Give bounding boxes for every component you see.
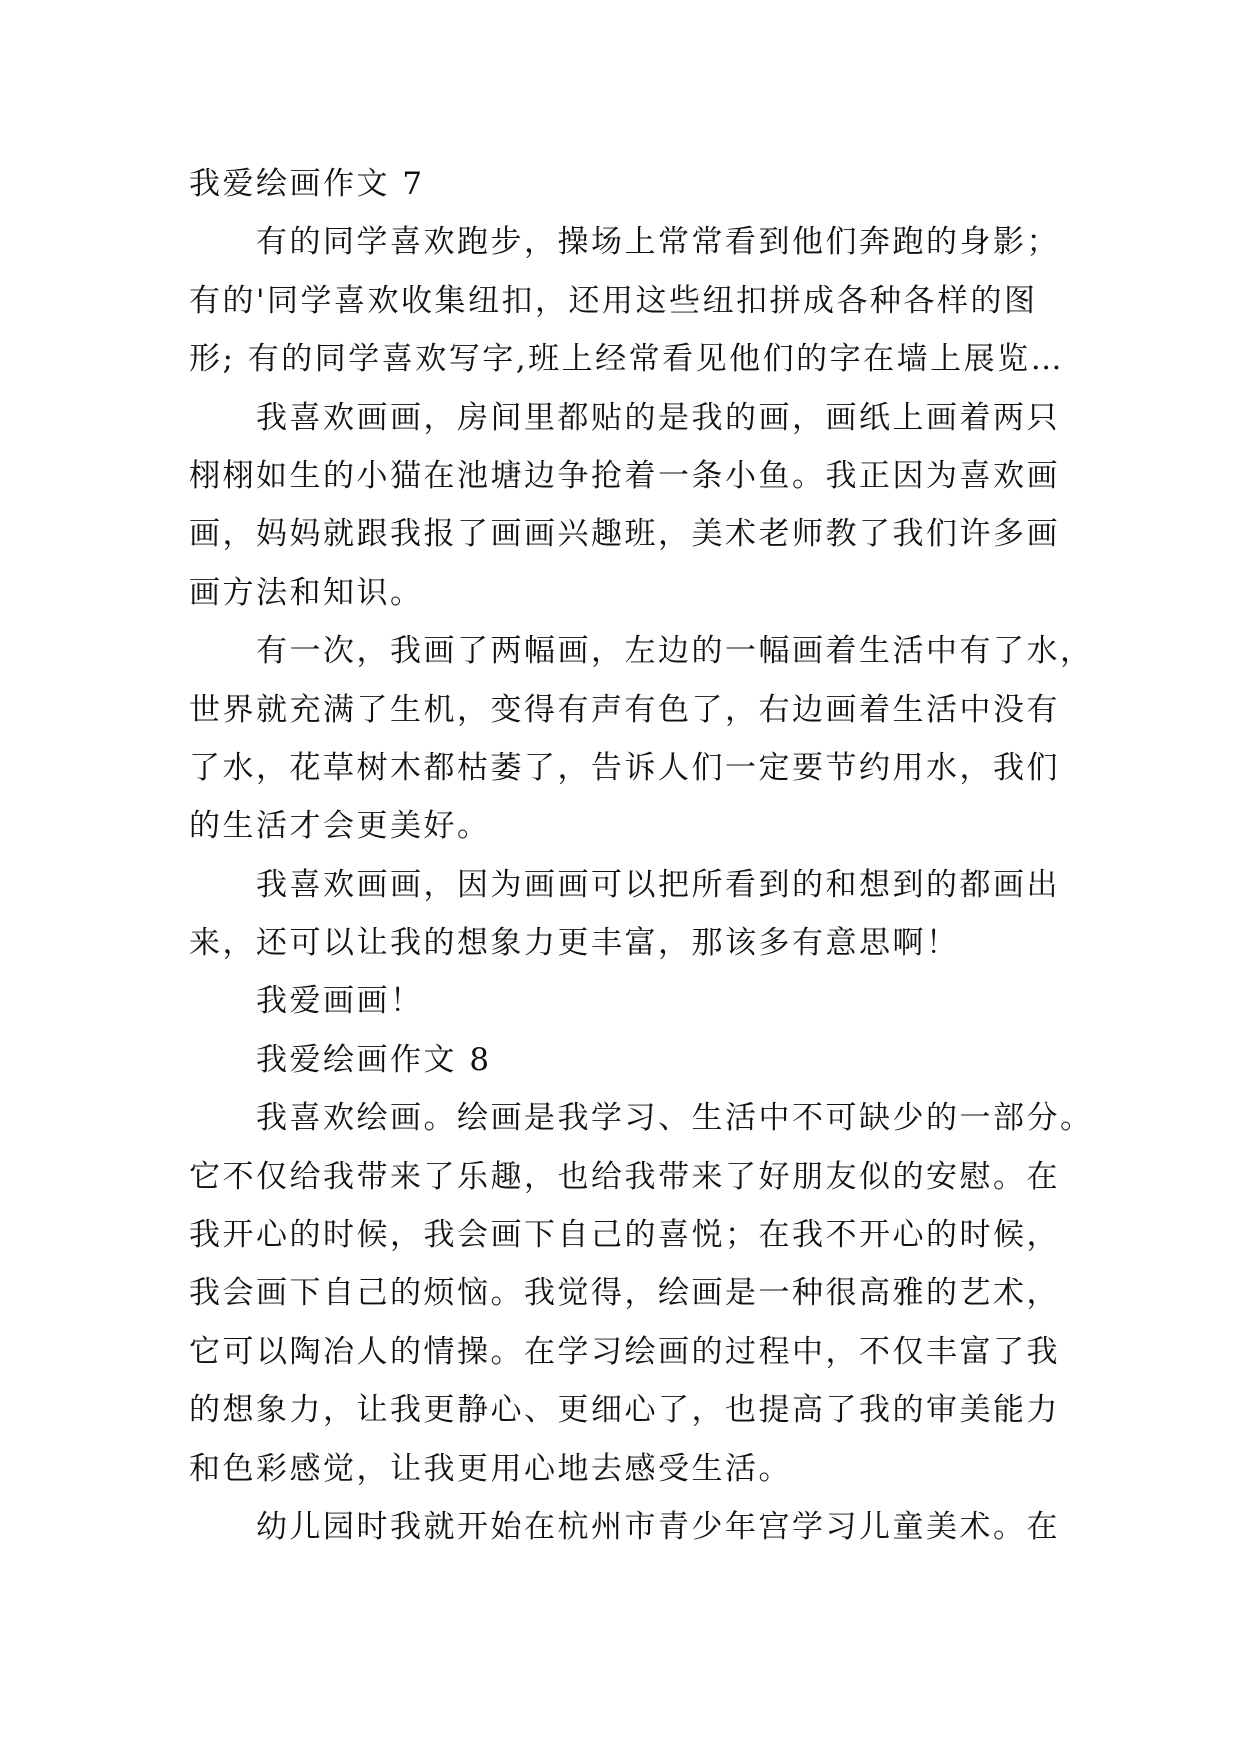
paragraph-4 <box>189 856 1060 973</box>
paragraph-line: 它可以陶冶人的情操。在学习绘画的过程中，不仅丰富了我 <box>189 1333 1060 1370</box>
paragraph-5: 我爱画画！ <box>256 983 424 1020</box>
document-body <box>189 155 1094 1556</box>
paragraph-line: 和色彩感觉，让我更用心地去感受生活。 <box>189 1450 792 1487</box>
paragraph-3 <box>189 622 1094 856</box>
paragraph-line: 我喜欢画画，房间里都贴的是我的画，画纸上画着两只 <box>256 399 1060 436</box>
paragraph-6 <box>189 1089 1094 1498</box>
paragraph-line: 的想象力，让我更静心、更细心了，也提高了我的审美能力 <box>189 1392 1060 1429</box>
paragraph-line: 有一次，我画了两幅画，左边的一幅画着生活中有了水， <box>256 633 1094 670</box>
paragraph-line: 画，妈妈就跟我报了画画兴趣班，美术老师教了我们许多画 <box>189 516 1060 553</box>
paragraph-line: 了水，花草树木都枯萎了，告诉人们一定要节约用水，我们 <box>189 749 1060 786</box>
paragraph-1 <box>189 213 1065 388</box>
paragraph-line: 有的'同学喜欢收集纽扣，还用这些纽扣拼成各种各样的图 <box>189 282 1038 319</box>
paragraph-2 <box>189 389 1060 623</box>
paragraph-line: 栩栩如生的小猫在池塘边争抢着一条小鱼。我正因为喜欢画 <box>189 457 1060 494</box>
paragraph-line: 我喜欢画画，因为画画可以把所看到的和想到的都画出 <box>256 866 1060 903</box>
paragraph-line: 幼儿园时我就开始在杭州市青少年宫学习儿童美术。在 <box>256 1508 1060 1545</box>
paragraph-line: 我会画下自己的烦恼。我觉得，绘画是一种很高雅的艺术， <box>189 1275 1060 1312</box>
paragraph-line: 有的同学喜欢跑步，操场上常常看到他们奔跑的身影； <box>256 224 1060 261</box>
paragraph-line: 我喜欢绘画。绘画是我学习、生活中不可缺少的一部分。 <box>256 1100 1094 1137</box>
paragraph-line: 画方法和知识。 <box>189 574 424 611</box>
paragraph-line: 它不仅给我带来了乐趣，也给我带来了好朋友似的安慰。在 <box>189 1158 1060 1195</box>
paragraph-line: 的生活才会更美好。 <box>189 808 491 845</box>
paragraph-line: 世界就充满了生机，变得有声有色了，右边画着生活中没有 <box>189 691 1060 728</box>
paragraph-7 <box>189 1498 1060 1556</box>
essay-title-7: 我爱绘画作文 7 <box>189 166 425 202</box>
paragraph-line: 我开心的时候，我会画下自己的喜悦；在我不开心的时候， <box>189 1217 1060 1254</box>
paragraph-line: 来，还可以让我的想象力更丰富，那该多有意思啊！ <box>189 925 960 962</box>
essay-title-8: 我爱绘画作文 8 <box>256 1041 492 1078</box>
paragraph-line: 形; 有的同学喜欢写字,班上经常看见他们的字在墙上展览… <box>189 341 1065 378</box>
